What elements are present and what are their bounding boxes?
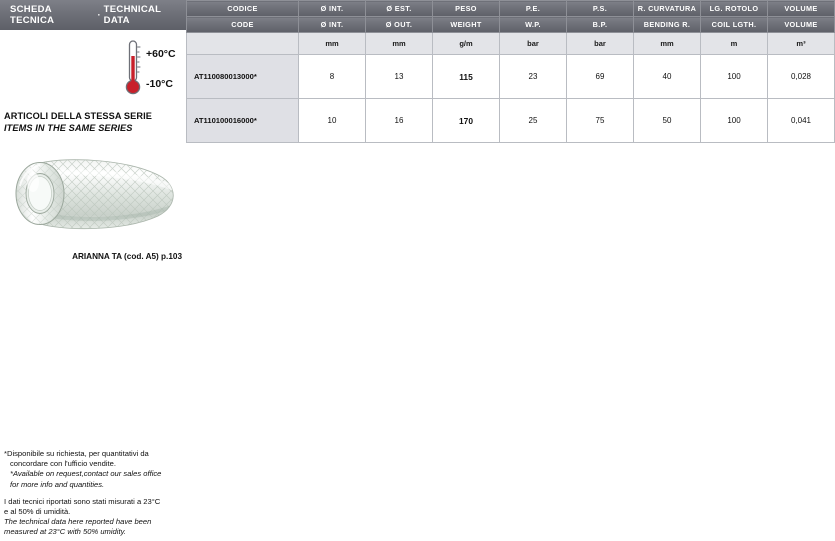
unit-wp: bar [500,33,567,55]
col-header-weight-it: PESO [433,1,500,17]
cell-dint: 8 [299,55,366,99]
thermometer-icon [122,38,144,98]
table-row [187,99,835,143]
footnote-line: I dati tecnici riportati sono stati misurati a 23°C [4,496,161,506]
cell-bp: 69 [567,55,634,99]
footnote-line: The technical data here reported have been [4,517,152,527]
unit-weight: g/m [433,33,500,55]
table-header-row-it [187,1,835,17]
cell-bend: 50 [634,99,701,143]
col-header-dout-en: Ø OUT. [366,17,433,33]
unit-volume: m³ [768,33,835,55]
header-separator: · [97,9,101,21]
cell-weight: 170 [433,99,500,143]
left-column [0,0,186,541]
unit-bend: mm [634,33,701,55]
unit-dout: mm [366,33,433,55]
footnote-line: for more info and quantities. [10,479,105,489]
header-title-it: SCHEDA TECNICA [10,4,55,26]
table-header-row-en [187,17,835,33]
footnote-line: *Disponibile su richiesta, per quantitativi da [4,449,149,458]
col-header-code-it: CODICE [187,1,299,17]
unit-coil: m [701,33,768,55]
col-header-bend-en: BENDING R. [634,17,701,33]
col-header-coil-it: LG. ROTOLO [701,1,768,17]
technical-data-table-wrapper [186,0,818,143]
temperature-range-block [0,38,186,100]
footnote-line: *Available on request,contact our sales office [10,469,162,479]
cell-volume: 0,028 [768,55,835,99]
footnotes-block [4,449,184,538]
col-header-weight-en: WEIGHT [433,17,500,33]
same-series-heading [4,110,184,134]
temperature-max-label: +60°C [146,48,176,60]
col-header-dout-it: Ø EST. [366,1,433,17]
cell-wp: 25 [500,99,567,143]
col-header-volume-en: VOLUME [768,17,835,33]
col-header-bp-en: B.P. [567,17,634,33]
col-header-wp-it: P.E. [500,1,567,17]
cell-coil: 100 [701,55,768,99]
header-title-en: TECHNICAL DATA [103,4,162,26]
temperature-min-label: -10°C [146,78,173,90]
col-header-code-en: CODE [187,17,299,33]
col-header-coil-en: COIL LGTH. [701,17,768,33]
cell-dout: 16 [366,99,433,143]
cell-dint: 10 [299,99,366,143]
unit-code [187,33,299,55]
col-header-dint-en: Ø INT. [299,17,366,33]
cell-dout: 13 [366,55,433,99]
col-header-dint-it: Ø INT. [299,1,366,17]
hose-image-caption: ARIANNA TA (cod. A5) p.103 [72,252,182,261]
cell-bp: 75 [567,99,634,143]
unit-bp: bar [567,33,634,55]
same-series-label-it: ARTICOLI DELLA STESSA SERIE [4,111,153,121]
footnote-line: e al 50% di umidità. [4,507,71,517]
cell-coil: 100 [701,99,768,143]
footnote-line: concordare con l'ufficio vendite. [10,459,116,469]
braided-hose-illustration [0,146,186,256]
col-header-volume-it: VOLUME [768,1,835,17]
table-units-row [187,33,835,55]
technical-data-table [186,0,835,143]
table-row [187,55,835,99]
cell-code: AT110100016000* [187,99,299,143]
cell-volume: 0,041 [768,99,835,143]
col-header-bp-it: P.S. [567,1,634,17]
technical-data-header [0,0,186,30]
cell-code: AT110080013000* [187,55,299,99]
cell-weight: 115 [433,55,500,99]
cell-bend: 40 [634,55,701,99]
unit-dint: mm [299,33,366,55]
col-header-bend-it: R. CURVATURA [634,1,701,17]
cell-wp: 23 [500,55,567,99]
col-header-wp-en: W.P. [500,17,567,33]
same-series-label-en: ITEMS IN THE SAME SERIES [4,123,133,133]
hose-product-image [0,146,186,256]
footnote-line: measured at 23°C with 50% umidity. [4,527,126,537]
